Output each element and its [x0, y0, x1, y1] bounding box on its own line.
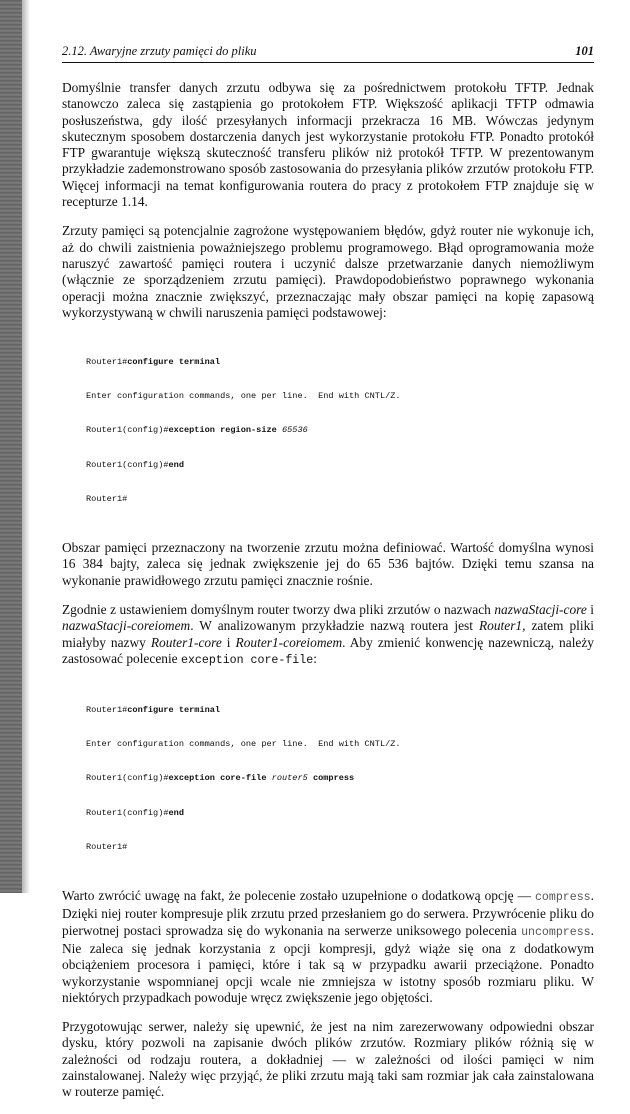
inline-command: uncompress — [521, 925, 591, 939]
code-line — [86, 460, 594, 471]
paragraph-tftp-ftp: Domyślnie transfer danych zrzutu odbywa się za pośrednictwem protokołu TFTP. Jednak stanowczo zaleca się zastąpienia go protokołem FTP. Większość aplikacji TFTP odmawia posłuszeństwa, gdy ilość przesyłanych informacji przekracza 16 MB. Wówczas jedynym skutecznym sposobem dostarczenia danych jest wykorzystanie protokołu FTP. Ponadto protokół FTP gwarantuje większą skuteczność transferu plików niż protokół TFTP. W prezentowanym przykładzie zademonstrowano sposób zastosowania do przesyłania plików zrzutów protokołu FTP. Więcej informacji na temat konfigurowania routera do pracy z protokołem FTP znajduje się w recepturze 1.14. — [62, 80, 594, 210]
text-run: i — [221, 634, 236, 650]
code-prompt: Router1(config)# — [86, 807, 169, 818]
italic-term: Router1 — [478, 618, 523, 634]
code-prompt: Router1(config)# — [86, 425, 169, 436]
code-line — [86, 425, 594, 436]
code-line — [86, 705, 594, 716]
code-argument: 65536 — [281, 425, 308, 436]
page-number: 101 — [575, 44, 594, 58]
text-run: , zatem pliki miałyby nazwy — [62, 618, 595, 650]
code-line: Router1# — [86, 841, 128, 852]
code-block-core-file — [86, 682, 594, 876]
italic-term: nazwaStacji-core — [494, 601, 587, 617]
paragraph-memory-errors: Zrzuty pamięci są potencjalnie zagrożone występowaniem błędów, gdyż router nie wykonuje ich, aż do chwili zaistnienia poważniejszego problemu programowego. Błąd oprogramowania może naruszyć zawartość pamięci routera i uczynić dalsze przetwarzanie danych niemożliwym (włącznie ze sporządzeniem zrzutu pamięci). Prawdopodobieństwo poprawnego wykonania operacji można znacznie zwiększyć, przeznaczając mały obszar pamięci na kopię zapasową wykorzystywaną w chwili naruszenia pamięci podstawowej: — [62, 223, 594, 320]
code-line — [86, 808, 594, 819]
code-command: configure terminal — [127, 356, 221, 367]
code-prompt: Router1# — [86, 356, 128, 367]
code-option: compress — [307, 773, 355, 784]
spine-edge-gradient — [22, 0, 30, 893]
code-command: exception region-size — [168, 425, 282, 436]
code-line — [86, 773, 594, 784]
paragraph-server-disk: Przygotowując serwer, należy się upewnić, że jest na nim zarezerwowany odpowiedni obszar dysku, który pozwoli na zapisanie dwóch plików zrzutów. Rozmiary plików różnią się w zależności od rodzaju routera, a dokładniej — w zależności od ilości pamięci w nim zainstalowanej. Należy więc przyjąć, że pliki zrzutu mają taki sam rozmiar jak cała zainstalowana w routerze pamięć. — [62, 1019, 594, 1100]
running-header — [62, 44, 594, 63]
section-title: 2.12. Awaryjne zrzuty pamięci do pliku — [62, 44, 257, 58]
paragraph-region-size: Obszar pamięci przeznaczony na tworzenie zrzutu można definiować. Wartość domyślna wynosi 16 384 bajty, zaleca się jednak zwiększenie jej do 65 536 bajtów. Dzięki temu szansa na wykonanie prawidłowego zrzutu pamięci znacznie rośnie. — [62, 540, 594, 588]
italic-term: Router1-coreiomem — [235, 634, 343, 650]
text-run: i — [586, 601, 594, 617]
book-page — [62, 44, 594, 1114]
code-command: end — [168, 459, 184, 470]
inline-command: compress — [534, 891, 591, 905]
italic-term: nazwaStacji-coreiomem — [62, 618, 191, 634]
code-command: exception core-file — [168, 773, 272, 784]
code-prompt: Router1(config)# — [86, 773, 169, 784]
italic-term: Router1-core — [150, 634, 222, 650]
code-prompt: Router1# — [86, 704, 128, 715]
text-run: Zgodnie z ustawieniem domyślnym router tworzy dwa pliki zrzutów o nazwach — [62, 601, 495, 617]
code-line: Enter configuration commands, one per line. End with CNTL/Z. — [86, 391, 401, 402]
code-prompt: Router1(config)# — [86, 459, 169, 470]
text-run: . W analizowanym przykładzie nazwą routera jest — [190, 618, 479, 634]
inline-command: exception core-file — [180, 653, 314, 667]
code-command: configure terminal — [127, 704, 221, 715]
code-line: Router1# — [86, 493, 128, 504]
text-run: : — [313, 650, 317, 666]
code-line: Enter configuration commands, one per line. End with CNTL/Z. — [86, 739, 401, 750]
text-run: . Aby zmienić konwencję nazewniczą, należy zastosować polecenie — [62, 634, 594, 666]
code-line — [86, 357, 594, 368]
paragraph-compress-option — [62, 888, 594, 1006]
code-argument: router5 — [271, 773, 308, 784]
paragraph-core-file-naming — [62, 602, 594, 669]
code-command: end — [168, 807, 184, 818]
text-run: . Nie zaleca się jednak korzystania z opcji kompresji, gdyż wiąże się ona z dodatkowym obciążeniem procesora i pamięci, które i tak są w przypadku awarii przeciążone. Ponadto wykorzystanie wspomnianej opcji wcale nie zmniejsza w istotny sposób rozmiaru pliku. W niektórych przypadkach powoduje wręcz zwiększenie jego objętości. — [62, 922, 594, 1005]
text-run: Warto zwrócić uwagę na fakt, że polecenie zostało uzupełnione o dodatkową opcję — — [62, 888, 535, 904]
text-run: . Dzięki niej router kompresuje plik zrzutu przed przesłaniem go do serwera. Przywrócenie pliku do pierwotnej postaci sprowadza się do wykonania na serwerze uniksowego polecenia — [62, 888, 594, 938]
code-block-region-size — [86, 334, 594, 528]
book-spine-shadow — [0, 0, 22, 893]
